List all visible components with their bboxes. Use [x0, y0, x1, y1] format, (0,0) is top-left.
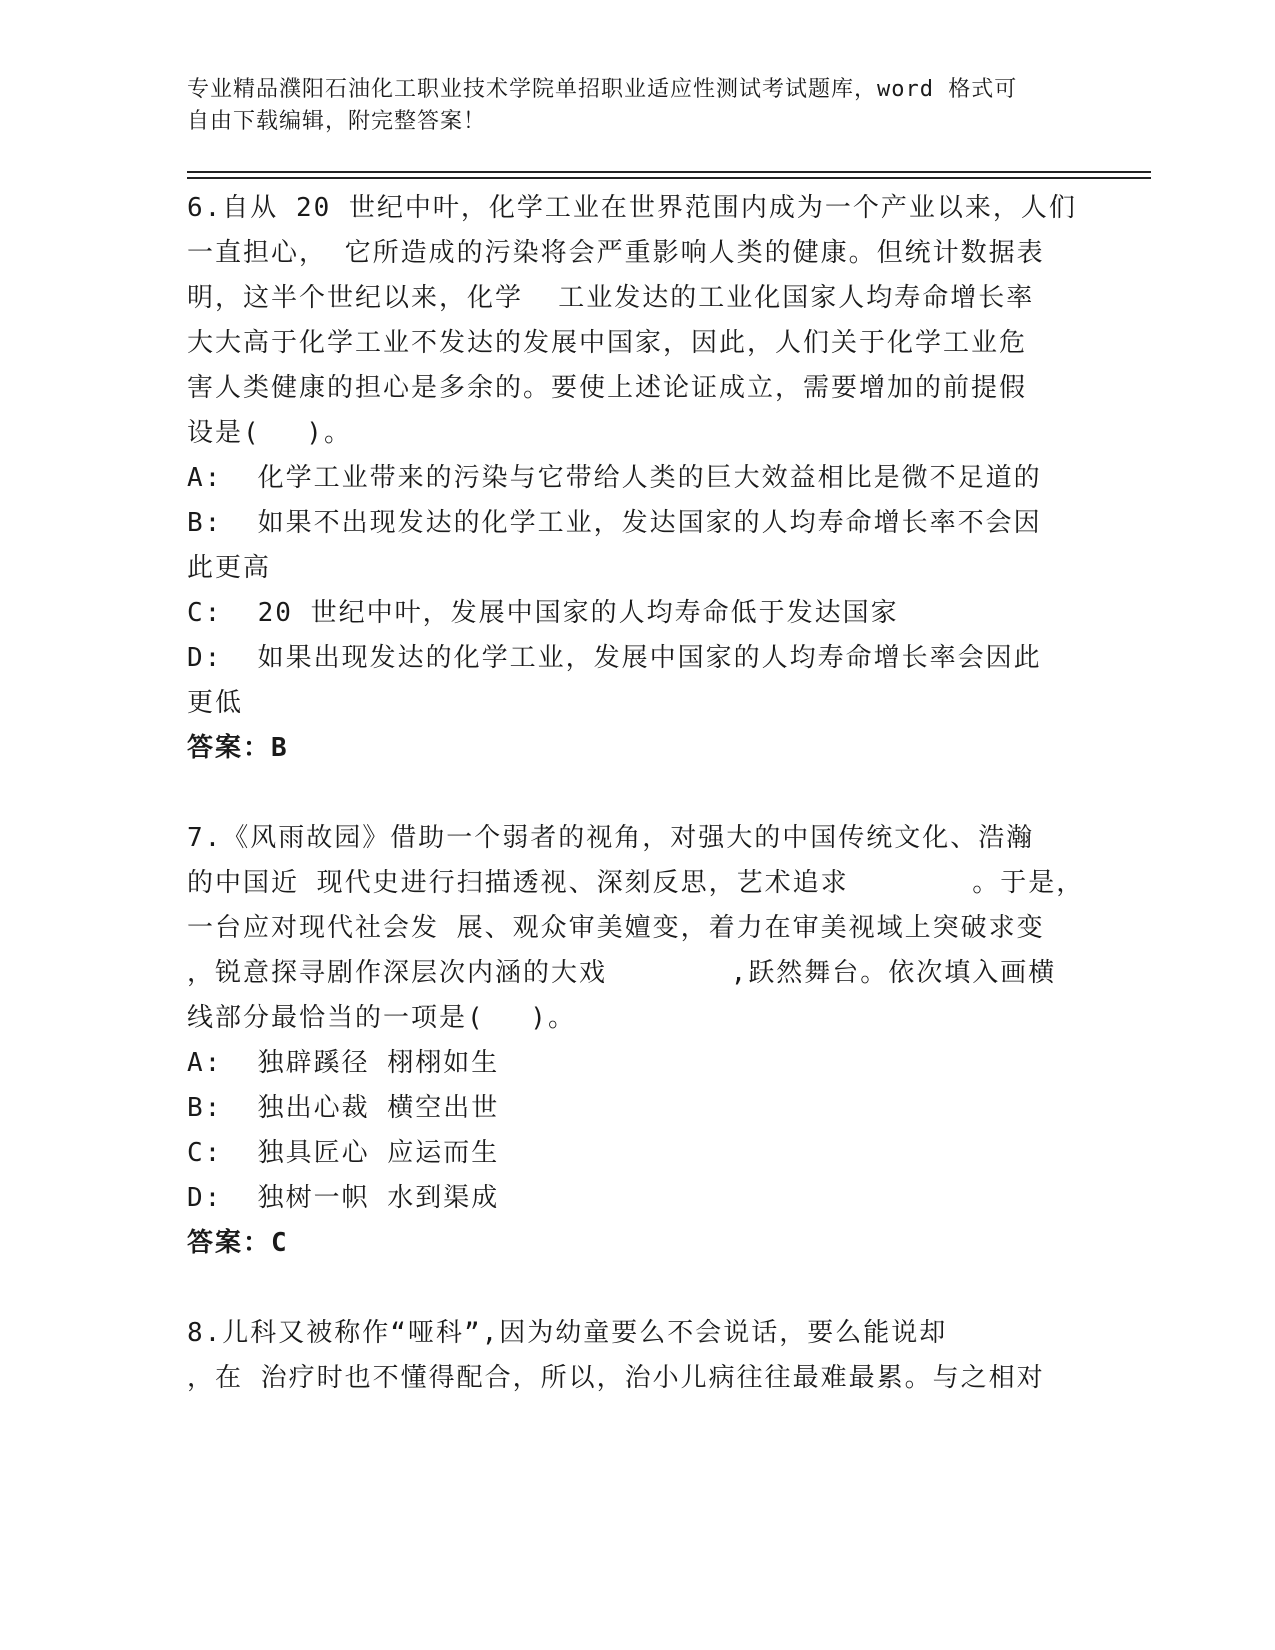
question-8: [187, 1311, 1067, 1401]
question-stem-line: 大大高于化学工业不发达的发展中国家，因此，人们关于化学工业危: [187, 328, 1028, 358]
answer-label: 答案：C: [187, 1228, 289, 1258]
option-c: C: 20 世纪中叶，发展中国家的人均寿命低于发达国家: [187, 598, 899, 628]
question-stem-line: 6.自从 20 世纪中叶，化学工业在世界范围内成为一个产业以来，人们: [187, 193, 1077, 223]
header-rule-top: [187, 171, 1151, 173]
option-b: B: 独出心裁 横空出世: [187, 1093, 500, 1123]
question-stem-line: 线部分最恰当的一项是( )。: [187, 1003, 576, 1033]
answer-label: 答案：B: [187, 733, 289, 763]
question-list: [187, 186, 1085, 1401]
question-stem-line: 7.《风雨故园》借助一个弱者的视角，对强大的中国传统文化、浩瀚: [187, 823, 1035, 853]
question-stem-line: 8.儿科又被称作“哑科”,因为幼童要么不会说话，要么能说却: [187, 1318, 948, 1348]
question-stem-line: ，锐意探寻剧作深层次内涵的大戏 ,跃然舞台。依次填入画横: [187, 958, 1057, 988]
question-spacer: [187, 1266, 1067, 1311]
option-d: D: 如果出现发达的化学工业，发展中国家的人均寿命增长率会因此: [187, 643, 1042, 673]
header-rule-bottom: [187, 177, 1151, 179]
option-b-continued: 此更高: [187, 553, 272, 583]
option-c: C: 独具匠心 应运而生: [187, 1138, 500, 1168]
question-7: [187, 816, 1085, 1266]
question-6: [187, 186, 1077, 771]
option-d-continued: 更低: [187, 688, 244, 718]
option-d: D: 独树一帜 水到渠成: [187, 1183, 500, 1213]
question-stem-line: ，在 治疗时也不懂得配合，所以，治小儿病往往最难最累。与之相对: [187, 1363, 1045, 1393]
question-spacer: [187, 771, 1067, 816]
option-a: A: 独辟蹊径 栩栩如生: [187, 1048, 500, 1078]
question-stem-line: 明，这半个世纪以来，化学 工业发达的工业化国家人均寿命增长率: [187, 283, 1035, 313]
option-b: B: 如果不出现发达的化学工业，发达国家的人均寿命增长率不会因: [187, 508, 1042, 538]
question-stem-line: 害人类健康的担心是多余的。要使上述论证成立，需要增加的前提假: [187, 373, 1028, 403]
option-a: A: 化学工业带来的污染与它带给人类的巨大效益相比是微不足道的: [187, 463, 1042, 493]
header-line: 自由下载编辑，附完整答案！: [187, 109, 487, 134]
question-stem-line: 的中国近 现代史进行扫描透视、深刻反思，艺术追求 。于是，: [187, 868, 1085, 898]
question-stem-line: 一台应对现代社会发 展、观众审美嬗变，着力在审美视域上突破求变: [187, 913, 1045, 943]
question-stem-line: 设是( )。: [187, 418, 352, 448]
page-header: [187, 74, 1067, 138]
question-stem-line: 一直担心， 它所造成的污染将会严重影响人类的健康。但统计数据表: [187, 238, 1045, 268]
header-line: 专业精品濮阳石油化工职业技术学院单招职业适应性测试考试题库，word 格式可: [187, 77, 1018, 102]
